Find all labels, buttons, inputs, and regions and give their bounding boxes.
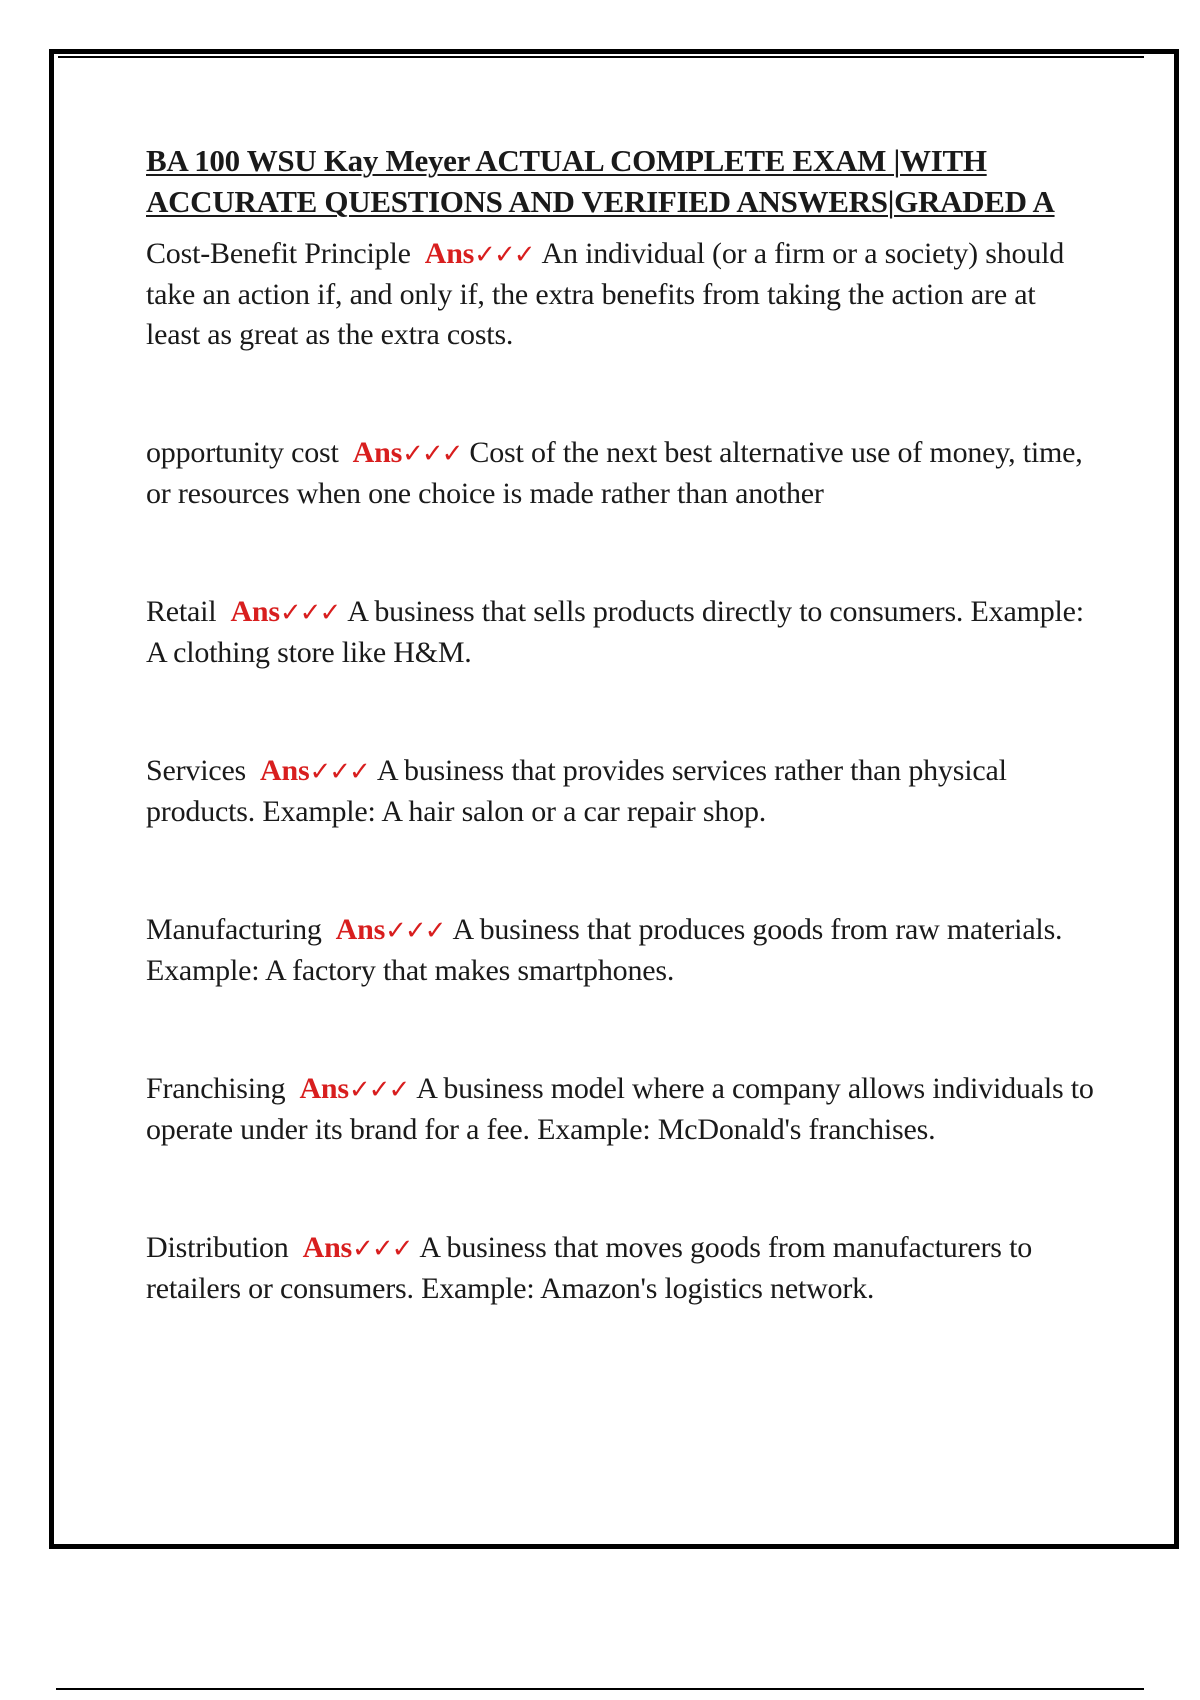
- answer-label: Ans: [424, 237, 475, 270]
- entry-manufacturing: [146, 910, 1096, 991]
- checkmark-icon: ✓✓✓: [348, 1075, 409, 1105]
- checkmark-icon: ✓✓✓: [402, 439, 462, 469]
- entry-definition: A business that sells products directly to consumers. Example: A clothing store like H&M.: [146, 595, 1084, 669]
- checkmark-icon: ✓✓✓: [309, 757, 369, 787]
- checkmark-icon: ✓✓✓: [352, 1234, 412, 1264]
- entry-term: Cost-Benefit Principle: [146, 237, 411, 270]
- entry-services: [146, 751, 1096, 832]
- checkmark-icon: ✓✓✓: [279, 598, 340, 628]
- entry-term: Franchising: [146, 1072, 286, 1105]
- top-rule: [58, 56, 1144, 58]
- entry-opportunity-cost: [146, 433, 1096, 514]
- answer-label: Ans: [352, 436, 403, 469]
- checkmark-icon: ✓✓✓: [474, 240, 534, 270]
- document-body: [146, 140, 1096, 1309]
- entry-definition: A business that moves goods from manufacturers to retailers or consumers. Example: Amazon's logistics network.: [146, 1231, 1033, 1305]
- entry-term: Retail: [146, 595, 217, 628]
- entry-definition: An individual (or a firm or a society) should take an action if, and only if, the extra benefits from taking the action are at least as great as the extra costs.: [146, 237, 1065, 351]
- entry-definition: A business model where a company allows individuals to operate under its brand for a fee. Example: McDonald's franchises.: [146, 1072, 1094, 1146]
- answer-label: Ans: [335, 913, 386, 946]
- answer-label: Ans: [299, 1072, 349, 1105]
- entry-term: Services: [146, 754, 247, 787]
- entry-term: Distribution: [146, 1231, 289, 1264]
- entry-franchising: [146, 1069, 1096, 1150]
- document-title: BA 100 WSU Kay Meyer ACTUAL COMPLETE EXAM |WITH ACCURATE QUESTIONS AND VERIFIED ANSWERS|GRADED A: [146, 143, 1055, 219]
- entry-definition: Cost of the next best alternative use of money, time, or resources when one choice is made rather than another: [146, 436, 1083, 510]
- entry-definition: A business that provides services rather than physical products. Example: A hair salon or a car repair shop.: [146, 754, 1007, 828]
- entry-term: Manufacturing: [146, 913, 322, 946]
- entry-cost-benefit: [146, 234, 1096, 355]
- bottom-rule: [56, 1688, 1144, 1690]
- entry-distribution: [146, 1228, 1096, 1309]
- answer-label: Ans: [230, 595, 280, 628]
- entry-term: opportunity cost: [146, 436, 339, 469]
- entry-definition: A business that produces goods from raw materials. Example: A factory that makes smartphones.: [146, 913, 1063, 987]
- checkmark-icon: ✓✓✓: [385, 916, 445, 946]
- answer-label: Ans: [302, 1231, 353, 1264]
- entry-retail: [146, 592, 1096, 673]
- answer-label: Ans: [260, 754, 310, 787]
